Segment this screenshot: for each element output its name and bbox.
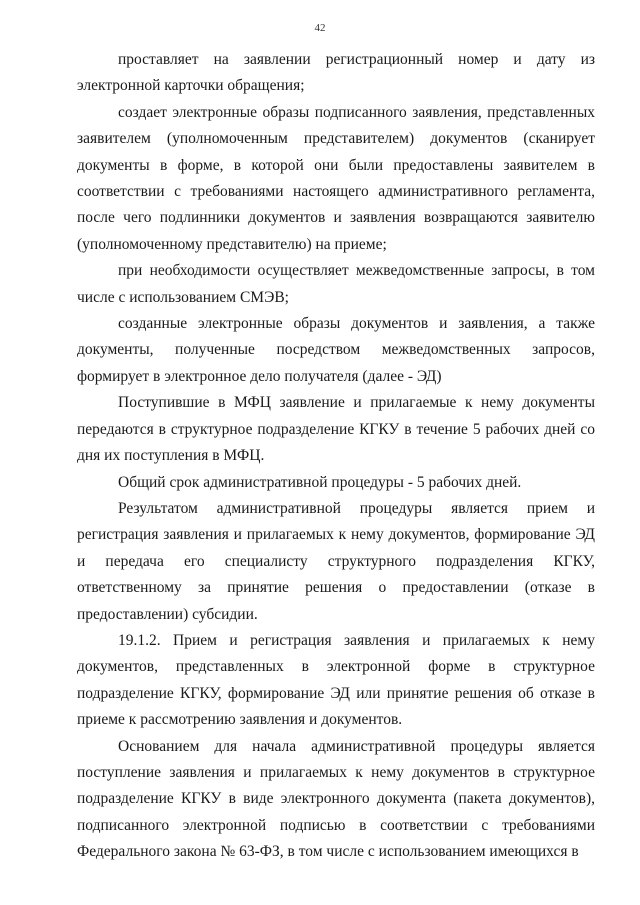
paragraph-mfc-transfer: Поступившие в МФЦ заявление и прилагаемые к нему документы передаются в структурное подразделение КГКУ в течение 5 рабочих дней со дня их поступления в МФЦ. <box>77 394 595 465</box>
document-body <box>77 47 595 866</box>
page-number: 42 <box>314 22 326 34</box>
paragraph-registration-number: проставляет на заявлении регистрационный номер и дату из электронной карточки обращения; <box>77 51 595 95</box>
paragraph-procedure-result: Результатом административной процедуры является прием и регистрация заявления и прилагаемых к нему документов, формирование ЭД и передача его специалисту структурного подразделения КГКУ, ответственному за принятие решения о предоставлении (отказе в предоставлении) субсидии. <box>77 499 595 623</box>
paragraph-procedure-basis: Основанием для начала административной процедуры является поступление заявления и прилагаемых к нему документов в структурное подразделение КГКУ в виде электронного документа (пакета документов), подписанного электронной подписью в соответствии с требованиями Федерального закона № 63-ФЗ, в том числе с использованием имеющихся в <box>77 737 595 861</box>
paragraph-electronic-case: созданные электронные образы документов и заявления, а также документы, полученные посредством межведомственных запросов, формирует в электронное дело получателя (далее - ЭД) <box>77 315 595 385</box>
paragraph-section-19-1-2: 19.1.2. Прием и регистрация заявления и прилагаемых к нему документов, представленных в электронной форме в структурное подразделение КГКУ, формирование ЭД или принятие решения об отказе в приеме к рассмотрению заявления и документов. <box>77 631 595 729</box>
paragraph-electronic-images: создает электронные образы подписанного заявления, представленных заявителем (уполномоченным представителем) документов (сканирует документы в форме, в которой они были предоставлены заявителем в соответствии с требованиями настоящего административного регламента, после чего подлинники документов и заявления возвращаются заявителю (уполномоченному представителю) на приеме; <box>77 103 595 253</box>
paragraph-interagency-requests: при необходимости осуществляет межведомственные запросы, в том числе с использованием СМЭВ; <box>77 262 595 306</box>
paragraph-procedure-term: Общий срок административной процедуры - 5 рабочих дней. <box>118 473 522 491</box>
